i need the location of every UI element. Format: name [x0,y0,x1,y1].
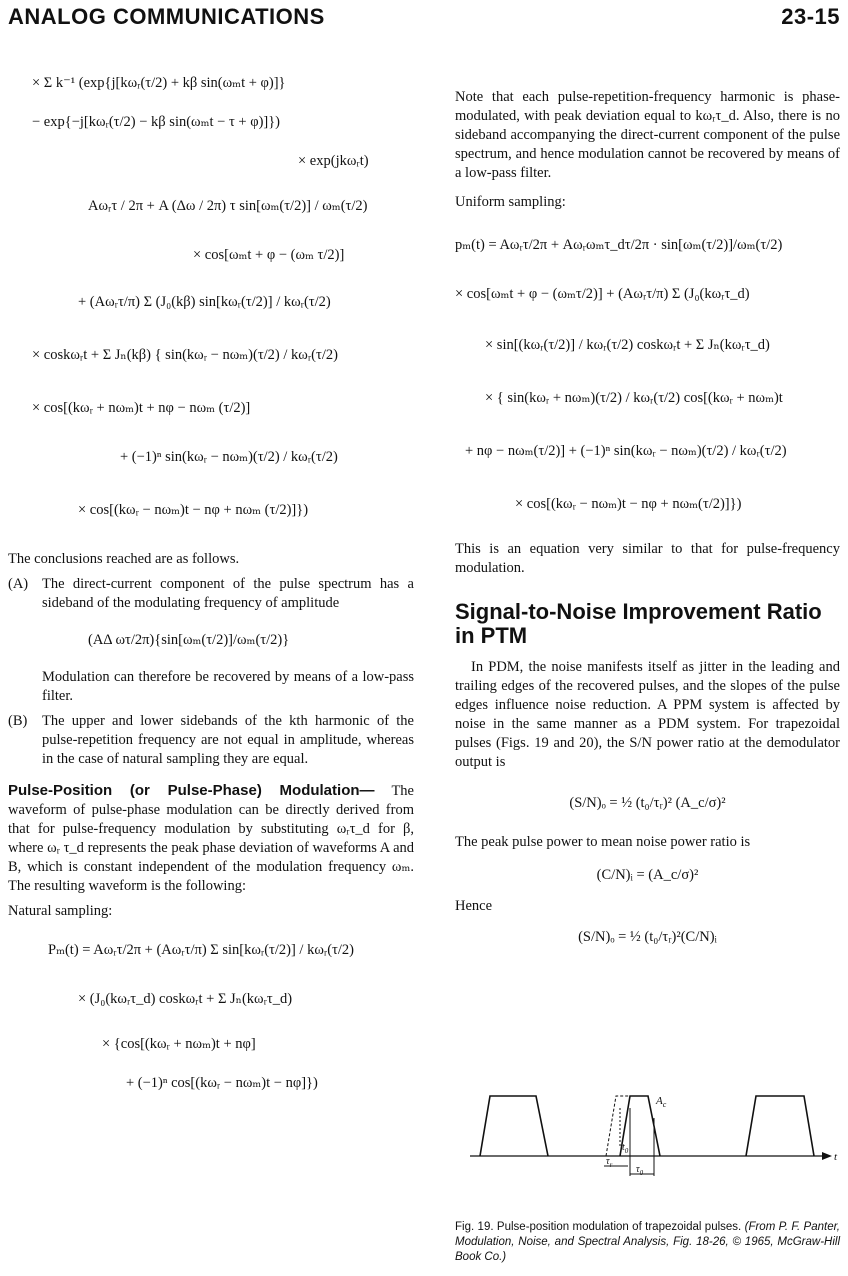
equation-line: × sin[(kωᵣ(τ/2)] / kωᵣ(τ/2) coskωᵣt + Σ Jₙ(kωᵣτ_d) [485,337,770,353]
paragraph: The conclusions reached are as follows. [8,551,240,567]
equation-line: pₘ(t) = Aωᵣτ/2π + Aωᵣωₘτ_dτ/2π · sin[ωₘ(τ/2)]/ωₘ(τ/2) [455,237,783,253]
paragraph: This is an equation very similar to that for pulse-frequency modulation. [455,541,840,576]
equation-line: (AΔ ωτ/2π){sin[ωₘ(τ/2)]/ωₘ(τ/2)} [88,632,290,648]
paragraph-text: The waveform of pulse-phase modulation can be directly derived from that for pulse-frequency modulation by substituting ωᵣτ_d for β, where ωᵣ τ_d represents the peak phase deviation of waveforms A and B, which is constant independent of the modulation frequency ωₘ. The resulting waveform is the following: [8,783,414,894]
paragraph: Hence [455,898,493,914]
label-t0: $t_0$ [622,1142,629,1155]
right-column [455,88,840,947]
equation-line: × cos[(kωᵣ − nωₘ)t − nφ + nωₘ(τ/2)]}) [515,496,742,512]
list-label: (B) [8,713,28,729]
equation-line: × Σ k⁻¹ (exp{j[kωᵣ(τ/2) + kβ sin(ωₘt + φ)]} [32,75,286,91]
equation-line: Pₘ(t) = Aωᵣτ/2π + (Aωᵣτ/π) Σ sin[kωᵣ(τ/2)] / kωᵣ(τ/2) [48,942,354,958]
list-item [8,575,414,613]
equation-line: (S/N)ₒ = ½ (t₀/τᵣ)²(C/N)ᵢ [578,929,717,945]
equation-line: × cos[(kωᵣ + nωₘ)t + nφ − nωₘ (τ/2)] [32,400,251,416]
list-text: The upper and lower sidebands of the kth harmonic of the pulse-repetition frequency are not equal in amplitude, whereas in the case of natural sampling they are equal. [42,713,414,767]
equation-line: + (−1)ⁿ cos[(kωᵣ − nωₘ)t − nφ]}) [126,1075,318,1091]
equation-line: × cos[ωₘt + φ − (ωₘ τ/2)] [193,247,345,263]
page-header [8,4,840,30]
page-number: 23-15 [781,4,840,29]
equation-line: + (−1)ⁿ sin(kωᵣ − nωₘ)(τ/2) / kωᵣ(τ/2) [120,449,338,465]
caption-text: Fig. 19. Pulse-position modulation of trapezoidal pulses. [455,1221,742,1233]
equation-line: × (J₀(kωᵣτ_d) coskωᵣt + Σ Jₙ(kωᵣτ_d) [78,991,293,1007]
equation-line: − exp{−j[kωᵣ(τ/2) − kβ sin(ωₘt − τ + φ)]}) [32,114,281,130]
paragraph: In PDM, the noise manifests itself as jitter in the leading and trailing edges of the recovered pulses, and the slopes of the pulse edges influence noise reduction. A PPM system is affected by noise in the same manner as a PDM system. For trapezoidal pulses (Figs. 19 and 20), the S/N power ratio at the demodulator output is [455,659,840,770]
figure-19-diagram [470,1088,840,1180]
equation-line: × cos[ωₘt + φ − (ωₘτ/2)] + (Aωᵣτ/π) Σ (J₀(kωᵣτ_d) [455,286,750,302]
label-t: t [834,1151,838,1163]
equation-line: + (Aωᵣτ/π) Σ (J₀(kβ) sin[kωᵣ(τ/2)] / kωᵣ(τ/2) [78,294,331,310]
paragraph: Uniform sampling: [455,194,566,210]
trapezoid-pulse [480,1096,548,1156]
label-tau-0: $\tau_0$ [636,1164,644,1177]
list-label: (A) [8,576,29,592]
paragraph [8,781,414,896]
paragraph: Natural sampling: [8,903,113,919]
equation-line: (S/N)ₒ = ½ (t₀/τᵣ)² (A_c/σ)² [569,795,726,811]
equation-line: × { sin(kωᵣ + nωₘ)(τ/2) / kωᵣ(τ/2) cos[(kωᵣ + nωₘ)t [485,390,783,406]
equation-line: + nφ − nωₘ(τ/2)] + (−1)ⁿ sin(kωᵣ − nωₘ)(τ/2) / kωᵣ(τ/2) [465,443,787,459]
list-text: The direct-current component of the pulse spectrum has a sideband of the modulating frequency of amplitude [42,576,414,611]
equation-line: × coskωᵣt + Σ Jₙ(kβ) { sin(kωᵣ − nωₘ)(τ/2) / kωᵣ(τ/2) [32,347,338,363]
axis-arrow-icon [822,1152,832,1160]
run-in-heading: Pulse-Position (or Pulse-Phase) Modulation— [8,782,375,799]
paragraph: Modulation can therefore be recovered by means of a low-pass filter. [42,669,414,704]
equation-line: × cos[(kωᵣ − nωₘ)t − nφ + nωₘ (τ/2)]}) [78,502,309,518]
equation-line: × exp(jkωᵣt) [298,153,369,169]
paragraph: Note that each pulse-repetition-frequency harmonic is phase-modulated, with peak deviation equal to kωᵣτ_d. Also, there is no sideband accompanying the direct-current component of the pulse spectrum, and hence modulation cannot be recovered by means of a low-pass filter. [455,89,840,181]
trapezoid-pulse [746,1096,814,1156]
equation-line: (C/N)ᵢ = (A_c/σ)² [596,867,699,883]
equation-line: × {cos[(kωᵣ + nωₘ)t + nφ] [102,1036,256,1052]
running-head: ANALOG COMMUNICATIONS [8,4,325,29]
equation-line: Aωᵣτ / 2π + A (Δω / 2π) τ sin[ωₘ(τ/2)] / ωₘ(τ/2) [88,198,368,214]
paragraph: The peak pulse power to mean noise power ratio is [455,834,751,850]
label-ac: $A_c$ [656,1095,667,1109]
section-heading: Signal-to-Noise Improvement Ratio in PTM [455,599,822,648]
list-item [8,712,414,769]
caption-source: (From P. F. Panter, Modulation, Noise, and Spectral Analysis, Fig. 18-26, © 1965, McGraw-Hill Book Co.) [455,1221,840,1263]
left-column [8,60,414,1093]
label-tau-r: $\tau_r$ [606,1156,613,1169]
figure-caption [455,1220,840,1265]
